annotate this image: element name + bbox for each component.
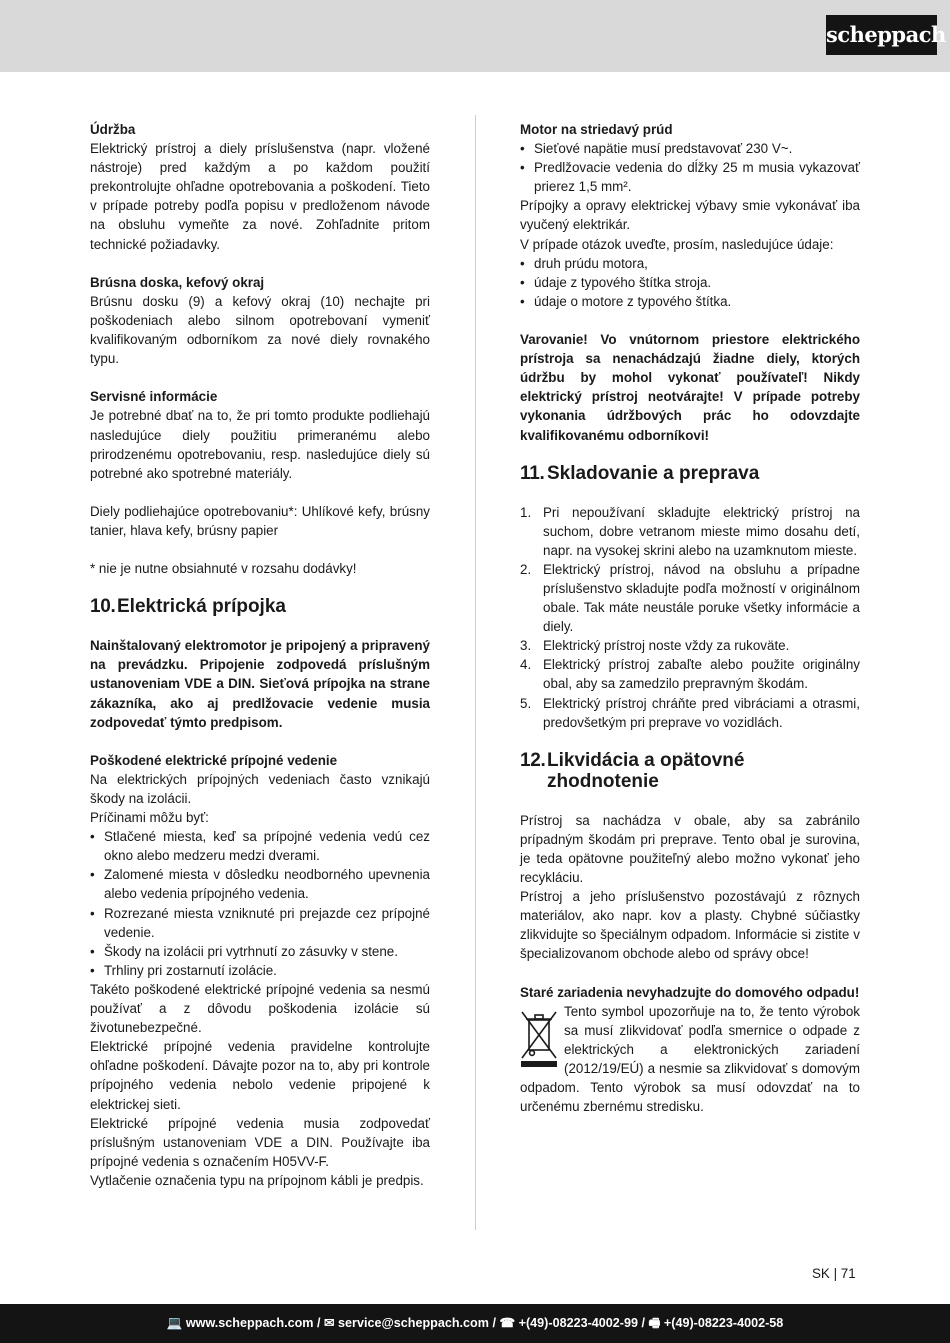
fax-icon: 🖷 [648, 1316, 661, 1330]
weee-block [520, 1002, 860, 1117]
footer-email-link[interactable]: service@scheppach.com [338, 1316, 489, 1330]
motor-paragraph-1: Prípojky a opravy elektrickej výbavy smie vykonávať iba vyučený elektrikár. [520, 198, 860, 233]
list-item [520, 636, 860, 655]
item-number: 2. [520, 561, 532, 577]
servis-heading: Servisné informácie [90, 389, 218, 405]
motor-heading: Motor na striedavý prúd [520, 122, 673, 137]
servis-text: Je potrebné dbať na to, že pri tomto produkte podliehajú nasledujúce diely použitiu primeranému alebo prirodzenému opotrebovaniu, resp. nasledujúce diely sú potrebné ako spotrebné materiály. [90, 408, 430, 481]
list-item [520, 503, 860, 560]
warning-text: Varovanie! Vo vnútornom priestore elektrického prístroja sa nenachádzajú žiadne diely, ktorých údržbu by mohol vykonať používateľ! Nikdy elektrický prístroj neotvárajte! V prípade potreby vykonania údržbových prác ho odovzdajte kvalifikovanému odborníkovi! [520, 332, 860, 443]
motor-list [520, 139, 860, 196]
item-text: Elektrický prístroj zabaľte alebo použite originálny obal, aby sa zamedzilo prepravným škodám. [543, 657, 860, 692]
wear-parts-text: Diely podliehajúce opotrebovaniu*: Uhlíkové kefy, brúsny tanier, hlava kefy, brúsny papier [90, 503, 430, 538]
list-item [520, 655, 860, 693]
section-10-title [90, 596, 430, 617]
damaged-cable-heading: Poškodené elektrické prípojné vedenie [90, 752, 338, 768]
section-12-title [520, 750, 860, 792]
section-10-number: 10. [90, 596, 116, 618]
weee-heading: Staré zariadenia nevyhadzujte do domového odpadu! [520, 984, 860, 1000]
list-item: • údaje z typového štítka stroja. [520, 273, 860, 292]
footer-website-link[interactable]: www.scheppach.com [185, 1316, 314, 1330]
section-11-title-text: Skladovanie a preprava [547, 462, 760, 484]
section-10-paragraph-3: Elektrické prípojné vedenia musia zodpovedať príslušným ustanoveniam VDE a DIN. Používajte iba prípojné vedenia s označením H05VV-F. [90, 1115, 430, 1169]
damaged-cable-text: Na elektrických prípojných vedeniach často vznikajú škody na izolácii. [90, 771, 430, 806]
phone-icon: ☎ [499, 1316, 516, 1330]
section-12-title-line-1: Likvidácia a opätovné [547, 749, 745, 771]
crossed-out-bin-icon [520, 1008, 558, 1068]
header-band [0, 0, 950, 72]
section-10-intro: Nainštalovaný elektromotor je pripojený a pripravený na prevádzku. Pripojenie zodpovedá príslušným ustanoveniam VDE a DIN. Sieťová prípojka na strane zákazníka, ako aj predlžovacie vedenie musia zodpovedať týmto predpisom. [90, 638, 430, 730]
item-text: Elektrický prístroj noste vždy za rukoväte. [543, 638, 790, 654]
section-10-paragraph-1: Takéto poškodené elektrické prípojné vedenia sa nesmú používať a z dôvodu poškodenia izolácie sú životunebezpečné. [90, 981, 430, 1036]
footer-separator: / [492, 1316, 500, 1330]
brusna-heading: Brúsna doska, kefový okraj [90, 274, 265, 290]
section-10-paragraph-2: Elektrické prípojné vedenia pravidelne kontrolujte ohľadne poškodení. Dávajte pozor na to, aby pri kontrole prípojného vedenia nebolo vedenie pripojené k elektrickej sieti. [90, 1039, 430, 1112]
list-item: • Trhliny pri zostarnutí izolácie. [90, 961, 430, 980]
storage-list [520, 503, 860, 732]
brusna-text: Brúsnu dosku (9) a kefový okraj (10) nechajte pri poškodeniach alebo silnom opotrebovaní vymeniť kvalifikovaným odborníkom za nové diely rovnakého typu. [90, 293, 430, 367]
motor-info-list [520, 254, 860, 311]
list-item [520, 694, 860, 732]
page-number: SK | 71 [812, 1266, 856, 1281]
section-12-title-text [547, 750, 744, 792]
udrzba-heading: Údržba [90, 122, 136, 137]
motor-paragraph-2: V prípade otázok uveďte, prosím, nasledujúce údaje: [520, 236, 834, 252]
footer-bar [0, 1304, 950, 1343]
list-item: • údaje o motore z typového štítka. [520, 292, 860, 311]
list-item: • Rozrezané miesta vzniknuté pri prejazde cez prípojné vedenie. [90, 904, 430, 942]
list-item [520, 560, 860, 636]
item-text: Elektrický prístroj, návod na obsluhu a prípadne príslušenstvo skladujte podľa možností v originálnom obale. Tak máte neustále poruke všetky informácie a diely. [543, 561, 860, 635]
item-text: Elektrický prístroj chráňte pred vibráciami a otrasmi, predovšetkým pri preprave vo vozidlách. [543, 695, 860, 730]
item-text: Pri nepoužívaní skladujte elektrický prístroj na suchom, dobre vetranom mieste mimo dosahu detí, napr. na vysokej skrini alebo na uzamknutom mieste. [543, 504, 860, 558]
footer-separator: / [316, 1316, 324, 1330]
section-11-title [520, 463, 860, 484]
list-item: • druh prúdu motora, [520, 254, 860, 273]
item-number: 5. [520, 695, 532, 711]
mail-icon: ✉ [323, 1316, 335, 1330]
causes-list [90, 827, 430, 980]
section-10-paragraph-4: Vytlačenie označenia typu na prípojnom kábli je predpis. [90, 1172, 424, 1188]
udrzba-text: Elektrický prístroj a diely príslušenstva (napr. vložené nástroje) pred každým a po každom použití prekontrolujte ohľadne opotrebovania a poškodení. Tieto v prípade potreby podľa popisu v predloženom návode na obsluhu vymeňte za nové. Zohľadnite pritom technické požiadavky. [90, 141, 430, 252]
list-item: • Škody na izolácii pri vytrhnutí zo zásuvky v stene. [90, 942, 430, 961]
footer-separator: / [641, 1316, 649, 1330]
list-item: • Sieťové napätie musí predstavovať 230 V~. [520, 139, 860, 158]
left-column [90, 120, 430, 1190]
section-11-number: 11. [520, 462, 545, 484]
scheppach-logo: scheppach [826, 15, 937, 55]
column-divider [475, 115, 476, 1230]
section-12-paragraph-1: Prístroj sa nachádza v obale, aby sa zabránilo prípadným škodám pri preprave. Tento obal je surovina, je teda opätovne použiteľný alebo možno vykonať jeho recykláciu. [520, 812, 860, 885]
computer-icon: 💻 [166, 1316, 183, 1330]
section-10-title-text: Elektrická prípojka [117, 596, 286, 618]
item-number: 3. [520, 638, 532, 654]
footer-fax: +(49)-08223-4002-58 [663, 1316, 784, 1330]
list-item: • Predlžovacie vedenia do dĺžky 25 m musia vykazovať prierez 1,5 mm². [520, 158, 860, 196]
list-item: • Stlačené miesta, keď sa prípojné vedenia vedú cez okno alebo medzeru medzi dverami. [90, 827, 430, 865]
right-column [520, 120, 860, 1116]
causes-label: Príčinami môžu byť: [90, 810, 209, 826]
section-12-paragraph-2: Prístroj a jeho príslušenstvo pozostávajú z rôznych materiálov, ako napr. kov a plasty. Chybné súčiastky zlikvidujte so špeciálnym odpadom. Informácie si zistite v špecializovanom obchode alebo od správy obce! [520, 889, 860, 962]
item-number: 4. [520, 657, 532, 673]
footnote-text: * nie je nutne obsiahnuté v rozsahu dodávky! [90, 561, 357, 577]
footer-phone: +(49)-08223-4002-99 [518, 1316, 639, 1330]
weee-text: Tento symbol upozorňuje na to, že tento výrobok sa musí zlikvidovať podľa smernice o odpade z elektrických a elektronických zariadení (2012/19/EÚ) a nesmie sa zlikvidovať s domovým odpadom. Tento výrobok sa musí odovzdať na to určenému zbernému stredisku. [520, 1003, 860, 1115]
list-item: • Zalomené miesta v dôsledku neodborného upevnenia alebo vedenia prípojného vedenia. [90, 865, 430, 903]
item-number: 1. [520, 504, 532, 520]
section-12-number: 12. [520, 749, 546, 771]
section-12-title-line-2: zhodnotenie [547, 770, 659, 792]
